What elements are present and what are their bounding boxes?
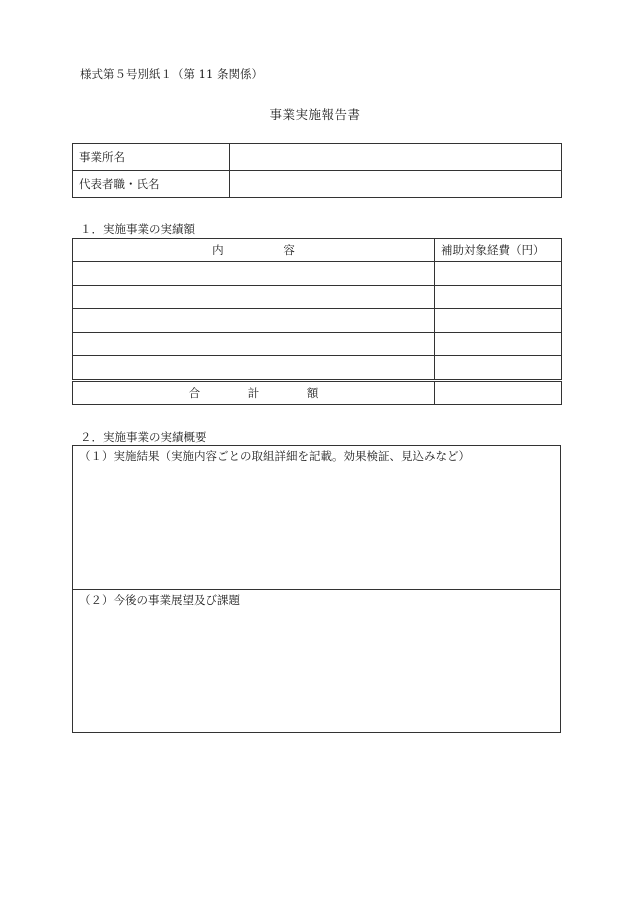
office-name-field[interactable] [230,144,562,171]
representative-row [73,171,562,198]
expense-cell[interactable] [435,309,562,333]
content-cell[interactable] [73,309,435,333]
outlook-area[interactable] [73,590,560,732]
table-row [73,309,562,333]
content-cell[interactable] [73,356,435,381]
summary-box [72,445,561,733]
outlook-label: （２）今後の事業展望及び課題 [79,593,240,607]
representative-field[interactable] [230,171,562,198]
table-row [73,332,562,356]
total-amount-field[interactable] [435,380,562,404]
expense-table-header [73,239,562,262]
results-area[interactable] [73,446,560,590]
total-row [73,380,562,404]
office-row [73,144,562,171]
expense-cell[interactable] [435,262,562,286]
expense-cell[interactable] [435,285,562,309]
content-column-header: 内 容 [73,239,435,262]
expense-cell[interactable] [435,332,562,356]
content-cell[interactable] [73,262,435,286]
office-name-label: 事業所名 [73,144,230,171]
document-title: 事業実施報告書 [269,107,361,122]
expense-column-header: 補助対象経費（円） [435,239,562,262]
content-cell[interactable] [73,285,435,309]
total-label: 合 計 額 [73,380,435,404]
form-number: 様式第５号別紙１（第 11 条関係） [80,67,263,81]
table-row [73,262,562,286]
section2-heading: ２．実施事業の実績概要 [80,430,207,444]
table-row [73,285,562,309]
expense-table [72,238,562,405]
table-row [73,356,562,381]
expense-cell[interactable] [435,356,562,381]
content-cell[interactable] [73,332,435,356]
results-label: （１）実施結果（実施内容ごとの取組詳細を記載。効果検証、見込みなど） [79,449,470,463]
representative-label: 代表者職・氏名 [73,171,230,198]
section1-heading: １．実施事業の実績額 [80,222,195,236]
business-info-table [72,143,562,198]
